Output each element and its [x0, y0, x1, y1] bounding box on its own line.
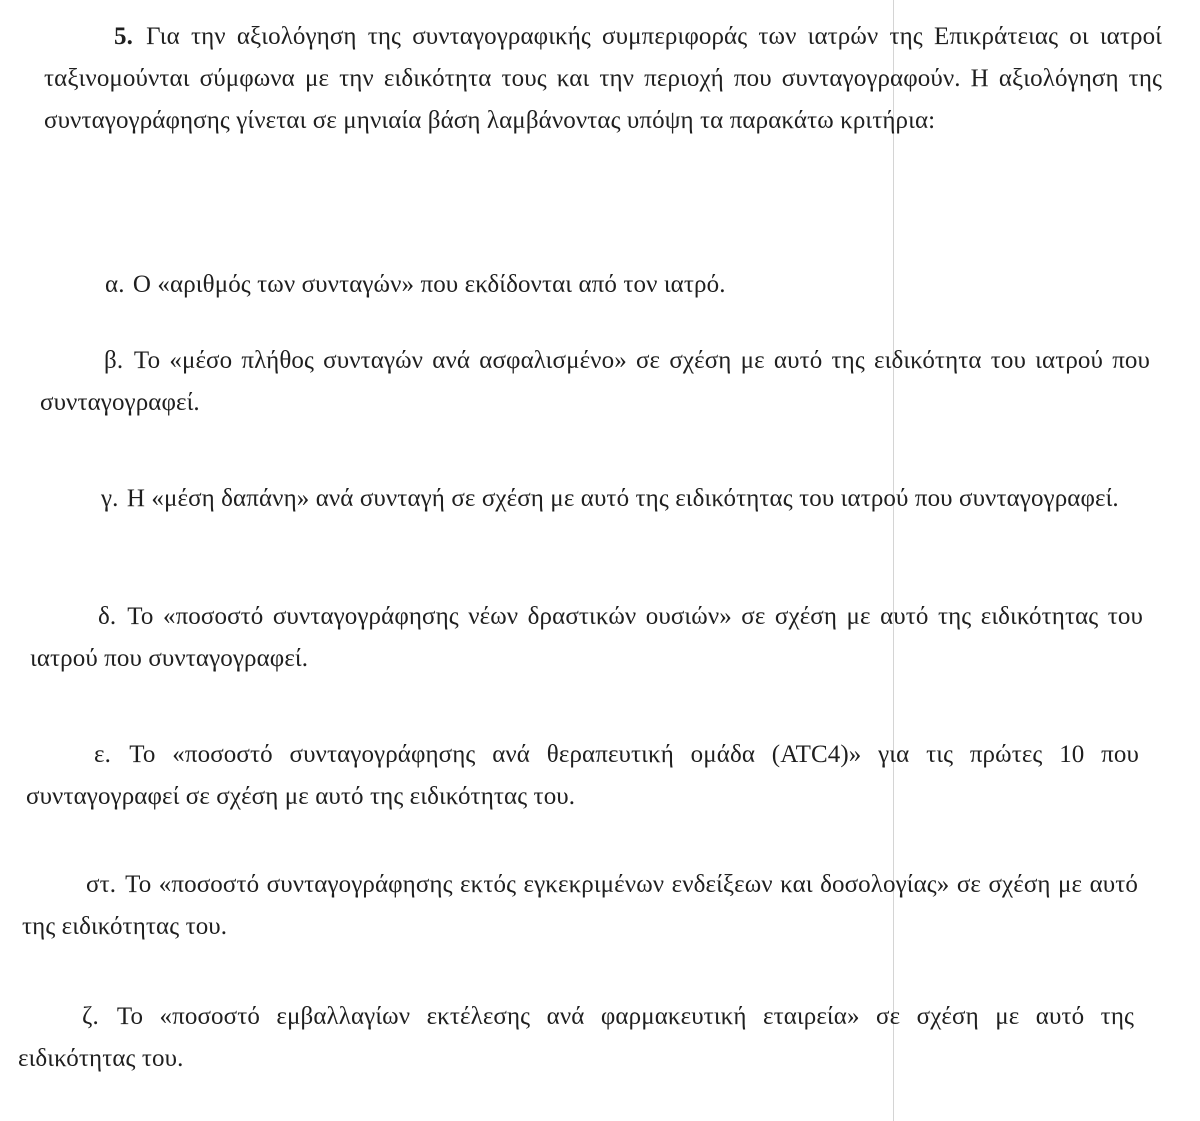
criterion-letter: γ. [101, 485, 119, 512]
intro-text: Για την αξιολόγηση της συνταγογραφικής συμπεριφοράς των ιατρών της Επικράτειας οι ιατροί ταξινομούνται σύμφωνα με την ειδικότητα τους και την περιοχή που συνταγογραφούν. Η αξιολόγηση της συνταγογράφησης γίνεται σε μηνιαία βάση λαμβάνοντας υπόψη τα παρακάτω κριτήρια: [44, 23, 1162, 134]
criterion-letter: β. [104, 347, 124, 374]
criterion-text: Η «μέση δαπάνη» ανά συνταγή σε σχέση με αυτό της ειδικότητας του ιατρού που συνταγογραφεί. [126, 485, 1119, 512]
criterion-d [30, 596, 1143, 680]
criterion-st [22, 864, 1138, 948]
criterion-a [105, 264, 1155, 306]
criterion-text: Ο «αριθμός των συνταγών» που εκδίδονται από τον ιατρό. [132, 271, 726, 298]
criterion-c [34, 478, 1147, 520]
criterion-b [40, 340, 1150, 424]
criterion-letter: στ. [86, 871, 117, 898]
criterion-letter: ε. [94, 741, 111, 768]
section-number: 5. [114, 23, 133, 50]
criterion-text: Το «μέσο πλήθος συνταγών ανά ασφαλισμένο» σε σχέση με αυτό της ειδικότητα του ιατρού που συνταγογραφεί. [40, 347, 1150, 416]
criterion-letter: δ. [98, 603, 117, 630]
criterion-text: Το «ποσοστό εμβαλλαγίων εκτέλεσης ανά φαρμακευτική εταιρεία» σε σχέση με αυτό της ειδικότητας του. [18, 1003, 1134, 1072]
criterion-text: Το «ποσοστό συνταγογράφησης ανά θεραπευτική ομάδα (ATC4)» για τις πρώτες 10 που συνταγογραφεί σε σχέση με αυτό της ειδικότητας του. [26, 741, 1139, 810]
criterion-z [18, 996, 1134, 1080]
criterion-e [26, 734, 1139, 818]
scan-fold-line [893, 0, 894, 1121]
criterion-text: Το «ποσοστό συνταγογράφησης εκτός εγκεκριμένων ενδείξεων και δοσολογίας» σε σχέση με αυτό της ειδικότητας του. [22, 871, 1138, 940]
intro-paragraph [44, 16, 1162, 142]
criterion-letter: ζ. [82, 1003, 99, 1030]
criterion-text: Το «ποσοστό συνταγογράφησης νέων δραστικών ουσιών» σε σχέση με αυτό της ειδικότητας του ιατρού που συνταγογραφεί. [30, 603, 1143, 672]
criterion-letter: α. [105, 271, 125, 298]
